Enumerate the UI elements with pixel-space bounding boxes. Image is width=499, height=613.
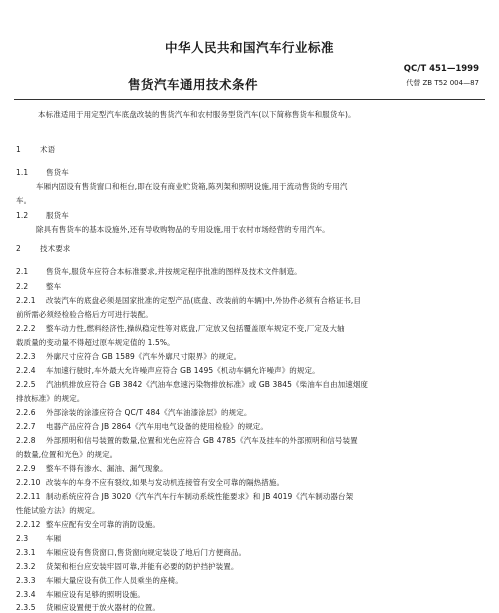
clause-text: 车厢大量应设有供工作人员乘坐的座椅。 xyxy=(46,576,183,585)
clause-line xyxy=(16,295,486,306)
clause-number: 2.3.5 xyxy=(16,603,36,612)
clause-text: 车厢 xyxy=(46,534,62,543)
clause-number: 2.2.3 xyxy=(16,352,36,361)
clause-text: 整车应配有安全可靠的消防设施。 xyxy=(46,520,160,529)
clause-number: 2.2.10 xyxy=(16,478,41,487)
clause-text: 电器产品应符合 JB 2864《汽车用电气设备的使用检验》的规定。 xyxy=(46,422,269,431)
clause-text: 排放标准》的规定。 xyxy=(16,394,85,403)
clause-line xyxy=(16,421,486,432)
clause-text: 改装车的车身不应有裂纹,如果与发动机连接管有安全可靠的隔热措施。 xyxy=(46,478,285,487)
section-number: 1.2 xyxy=(16,211,29,220)
clause-line xyxy=(16,463,486,474)
intro-paragraph: 本标准适用于用定型汽车底盘改装的售货汽车和农村服务型货汽车(以下简称售货车和服货车)。 xyxy=(38,110,356,119)
paragraph-line: 车。 xyxy=(16,196,32,205)
clause-text: 性能试验方法》的规定。 xyxy=(16,506,100,515)
clause-text: 售货车,服货车应符合本标准要求,并按规定程序批准的图样及技术文件制造。 xyxy=(46,267,302,276)
section-1-heading xyxy=(16,144,55,155)
clause-text: 载质量的变动量不得超过原车规定值的 1.5%。 xyxy=(16,338,175,347)
clause-number: 2.3 xyxy=(16,534,29,543)
clause-number: 2.2.12 xyxy=(16,520,41,529)
clause-line xyxy=(16,561,486,572)
clause-text: 外部涂装的涂漆应符合 QC/T 484《汽车油漆涂层》的规定。 xyxy=(46,408,252,417)
clause-line xyxy=(16,589,486,600)
clause-line xyxy=(16,435,486,446)
clause-line xyxy=(16,393,486,404)
clause-line xyxy=(16,281,61,292)
clause-number: 2.2.7 xyxy=(16,422,36,431)
clause-line xyxy=(16,365,486,376)
clause-text: 车厢应设有足够的照明设施。 xyxy=(46,590,145,599)
section-title: 售货车 xyxy=(46,168,69,177)
section-number: 1 xyxy=(16,145,21,154)
section-1-2-heading xyxy=(16,210,69,221)
clause-text: 车加速行驶时,车外最大允许噪声应符合 GB 1495《机动车辆允许噪声》的规定。 xyxy=(46,366,320,375)
clause-text: 的数量,位置和光色》的规定。 xyxy=(16,450,118,459)
clause-text: 货厢应设置便于放火器材的位置。 xyxy=(46,603,160,612)
clause-line xyxy=(16,337,486,348)
clause-number: 2.2.6 xyxy=(16,408,36,417)
replaces-note: 代替 ZB T52 004—87 xyxy=(406,79,479,87)
clause-line xyxy=(16,547,486,558)
section-2-heading xyxy=(16,243,70,254)
clause-line xyxy=(16,491,486,502)
standard-title: 中华人民共和国汽车行业标准 xyxy=(164,40,334,55)
header-rule xyxy=(14,99,485,100)
clause-line xyxy=(16,309,486,320)
clause-number: 2.3.3 xyxy=(16,576,36,585)
clause-line xyxy=(16,477,486,488)
clause-text: 前所需必须经检验合格后方可进行装配。 xyxy=(16,310,153,319)
clause-line xyxy=(16,351,486,362)
section-1-1-heading xyxy=(16,167,69,178)
clause-number: 2.2.4 xyxy=(16,366,36,375)
clause-text: 整车 xyxy=(46,282,62,291)
clause-number: 2.2.11 xyxy=(16,492,41,501)
standard-number: QC/T 451—1999 xyxy=(403,64,479,74)
paragraph-line: 除具有售货车的基本设施外,还有导收购物品的专用设施,用于农村市场经营的专用汽车。 xyxy=(36,225,330,234)
clause-number: 2.2.5 xyxy=(16,380,36,389)
clause-line xyxy=(16,449,486,460)
clause-line xyxy=(16,379,486,390)
clause-line xyxy=(16,575,486,586)
clause-text: 外部照明和信号装置的数量,位置和光色应符合 GB 4785《汽车及挂车的外部照明和信号装置 xyxy=(46,436,358,445)
clause-text: 货架和柜台应安装牢固可靠,并能有必要的防护挡护装置。 xyxy=(46,562,239,571)
clause-number: 2.2 xyxy=(16,282,29,291)
clause-number: 2.2.8 xyxy=(16,436,36,445)
paragraph-line: 车厢内固设有售货窗口和柜台,即在设有商业贮货箱,陈列架和照明设施,用于流动售货的专用汽 xyxy=(36,182,348,191)
clause-text: 整车动力性,燃料经济性,操纵稳定性等对底盘,厂定放又包括覆盖原车规定不变,厂定及大轴 xyxy=(46,324,345,333)
clause-text: 汽油机排放应符合 GB 3842《汽油车怠速污染物排放标准》或 GB 3845《柴油车自由加速烟度 xyxy=(46,380,369,389)
section-number: 2 xyxy=(16,244,21,253)
clause-text: 外廓尺寸应符合 GB 1589《汽车外廓尺寸限界》的规定。 xyxy=(46,352,242,361)
document-title: 售货汽车通用技术条件 xyxy=(128,77,259,92)
clause-number: 2.3.4 xyxy=(16,590,36,599)
clause-line xyxy=(16,519,486,530)
clause-number: 2.1 xyxy=(16,267,29,276)
clause-number: 2.2.1 xyxy=(16,296,36,305)
clause-number: 2.2.9 xyxy=(16,464,36,473)
clause-number: 2.2.2 xyxy=(16,324,36,333)
section-number: 1.1 xyxy=(16,168,29,177)
clause-text: 整车不得有渗水、漏油、漏气现象。 xyxy=(46,464,168,473)
clause-number: 2.3.2 xyxy=(16,562,36,571)
section-title: 技术要求 xyxy=(40,244,71,253)
clause-line xyxy=(16,407,486,418)
clause-text: 改装汽车的底盘必须是国家批准的定型产品(底盘、改装前的车辆)中,外协件必须有合格证书,目 xyxy=(46,296,362,305)
section-title: 术语 xyxy=(40,145,56,154)
clause-text: 车厢应设有售货窗口,售货窗向规定装设了地后门方便商品。 xyxy=(46,548,247,557)
clause-line xyxy=(16,505,486,516)
section-title: 服货车 xyxy=(46,211,69,220)
clause-number: 2.3.1 xyxy=(16,548,36,557)
clause-line xyxy=(16,533,61,544)
clause-line xyxy=(16,266,486,277)
clause-line xyxy=(16,602,486,613)
clause-text: 制动系统应符合 JB 3020《汽车汽车行车制动系统性能要求》和 JB 4019《汽车制动器台架 xyxy=(46,492,354,501)
clause-line xyxy=(16,323,486,334)
